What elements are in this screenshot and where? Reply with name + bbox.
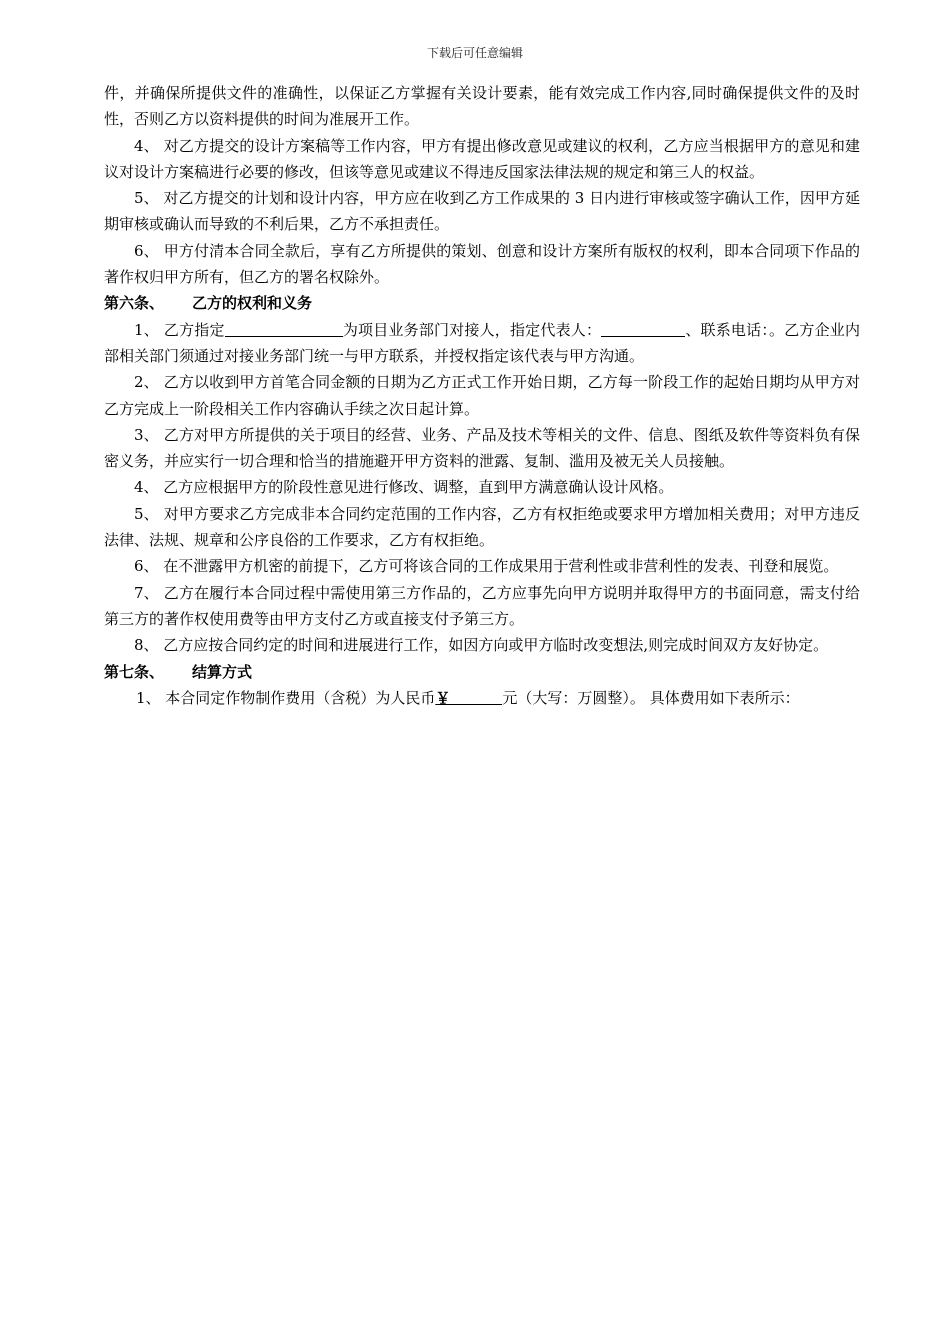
article-6-item-4: 4、 乙方应根据甲方的阶段性意见进行修改、调整，直到甲方满意确认设计风格。 [134,478,674,497]
article-6-item-7: 7、 乙方在履行本合同过程中需使用第三方作品的，乙方应事先向甲方说明并取得甲方的书面同意，需支付给第三方的著作权使用费等由甲方支付乙方或直接支付予第三方。 [104,583,860,628]
blank-representative[interactable] [601,319,685,337]
article-7-item-1: 1、 本合同定作物制作费用（含税）为人民币￥ 元（大写：万圆整）。 具体费用如下表所示： [136,688,800,707]
article-7-heading [104,659,860,685]
article-6-item-3: 3、 乙方对甲方所提供的关于项目的经营、业务、产品及技术等相关的文件、信息、图纸及软件等资料负有保密义务，并应实行一切合理和恰当的措施避开甲方资料的泄露、复制、滥用及被无关人员接触。 [104,425,860,471]
clause-5: 5、 对乙方提交的计划和设计内容，甲方应在收到乙方工作成果的 3 日内进行审核或签字确认工作，因甲方延期审核或确认而导致的不利后果，乙方不承担责任。 [104,189,860,234]
paragraph-continued: 件，并确保所提供文件的准确性，以保证乙方掌握有关设计要素，能有效完成工作内容,同时确保提供文件的及时性，否则乙方以资料提供的时间为准展开工作。 [104,84,860,129]
blank-contact-department[interactable] [225,319,343,337]
article-6-title: 乙方的权利和义务 [192,294,313,313]
article-6-item-6: 6、 在不泄露甲方机密的前提下，乙方可将该合同的工作成果用于营利性或非营利性的发表、刊登和展览。 [134,557,839,576]
page-header: 下载后可任意编辑 [426,46,523,60]
article-7-number: 第七条、 [104,662,165,681]
article-6-heading [104,290,860,316]
article-7-title: 结算方式 [192,662,253,681]
article-6-item-8: 8、 乙方应按合同约定的时间和进展进行工作，如因方向或甲方临时改变想法,则完成时间双方友好协定。 [134,636,829,655]
clause-6: 6、 甲方付清本合同全款后，享有乙方所提供的策划、创意和设计方案所有版权的权利，即本合同项下作品的著作权归甲方所有，但乙方的署名权除外。 [104,241,860,287]
article-6-item-1: 1、 乙方指定 为项目业务部门对接人，指定代表人： 、联系电话：。乙方企业内部相关部门须通过对接业务部门统一与甲方联系，并授权指定该代表与甲方沟通。 [104,320,860,365]
document-body [104,80,860,711]
clause-4: 4、 对乙方提交的设计方案稿等工作内容，甲方有提出修改意见或建议的权利，乙方应当根据甲方的意见和建议对设计方案稿进行必要的修改，但该等意见或建议不得违反国家法律法规的规定和第三人的权益。 [104,136,860,181]
blank-amount[interactable] [450,687,502,705]
article-6-number: 第六条、 [104,294,165,313]
article-6-item-2: 2、 乙方以收到甲方首笔合同金额的日期为乙方正式工作开始日期，乙方每一阶段工作的起始日期均从甲方对乙方完成上一阶段相关工作内容确认手续之次日起计算。 [104,373,860,418]
yen-symbol: ￥ [435,688,451,707]
article-6-item-5: 5、 对甲方要求乙方完成非本合同约定范围的工作内容，乙方有权拒绝或要求甲方增加相关费用；对甲方违反法律、法规、规章和公序良俗的工作要求，乙方有权拒绝。 [104,504,860,550]
